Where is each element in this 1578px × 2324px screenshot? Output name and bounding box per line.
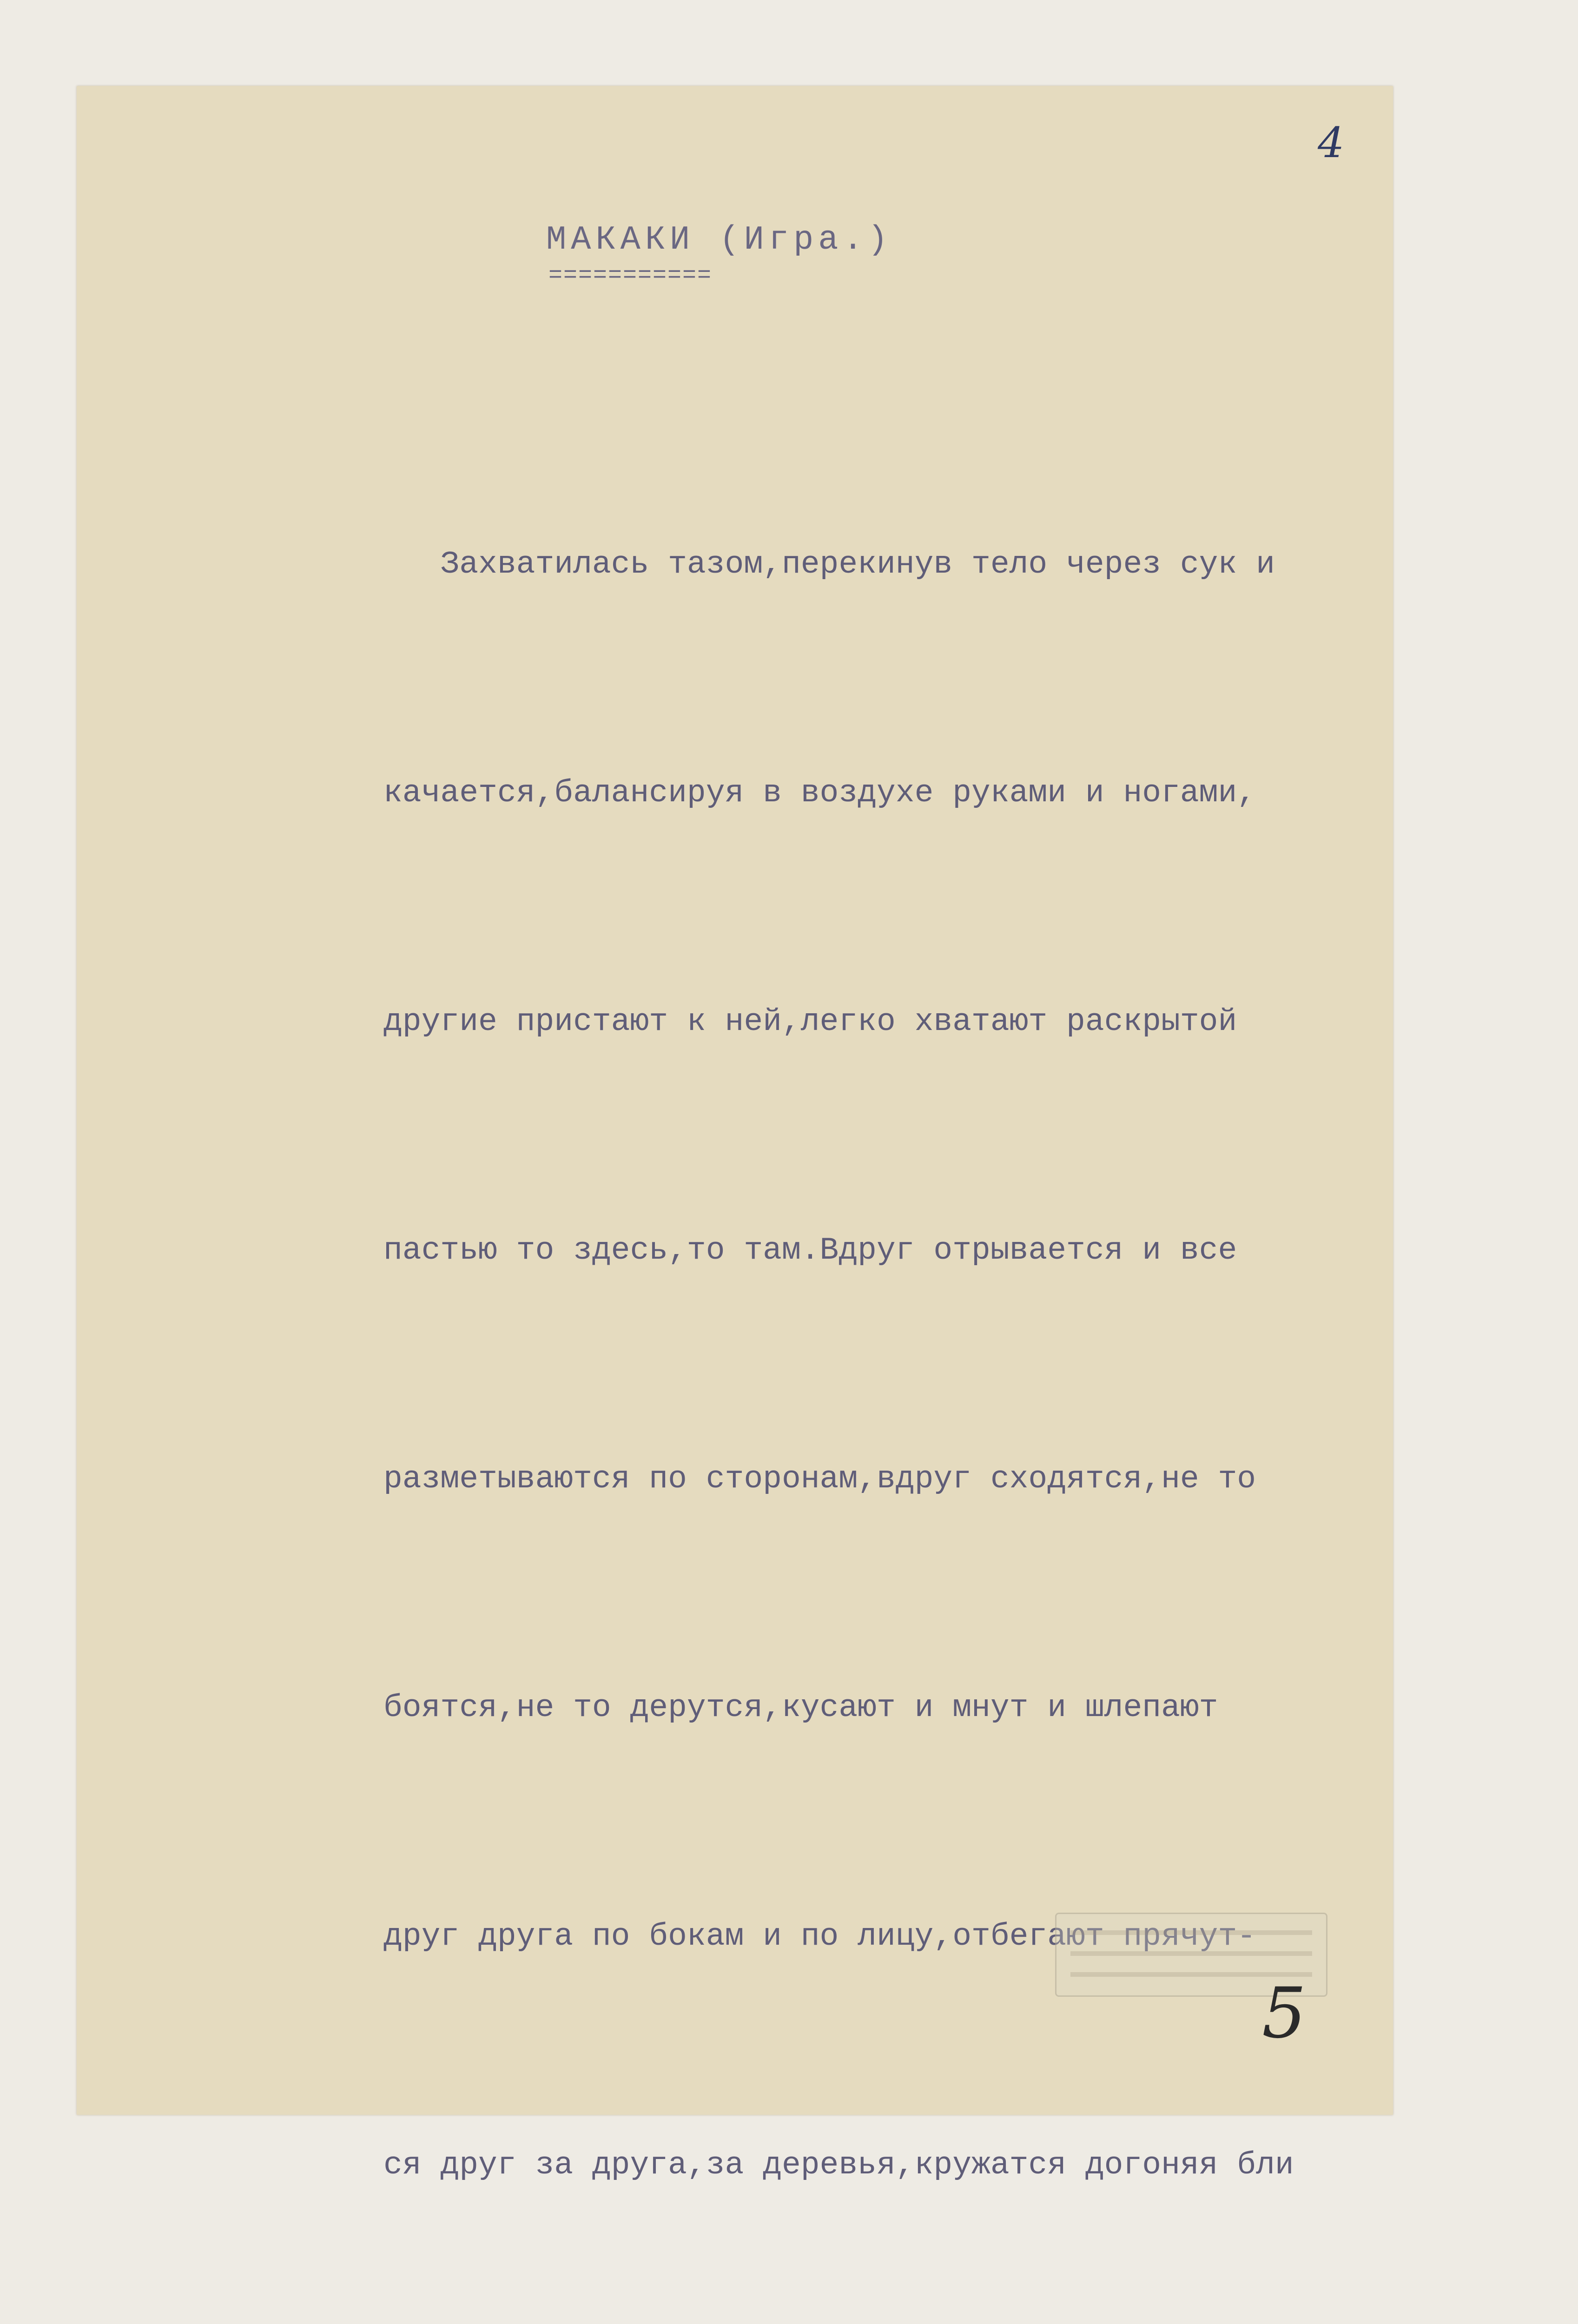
text-line: пастью то здесь,то там.Вдруг отрывается и все <box>383 1233 1237 1268</box>
page-number-top: 4 <box>1318 119 1345 167</box>
text-line: качается,балансируя в воздухе руками и ногами, <box>383 775 1256 811</box>
text-line: Захватилась тазом,перекинув тело через сук и <box>383 547 1275 582</box>
title-underline: =========== <box>548 263 713 289</box>
text-line: боятся,не то дерутся,кусают и мнут и шлепают <box>383 1690 1218 1726</box>
page-title: МАКАКИ (Игра.) <box>546 221 892 259</box>
text-line: ся друг за друга,за деревья,кружатся догоняя бли <box>383 2147 1294 2183</box>
stamp-mark <box>1070 1930 1312 1935</box>
page-number-bottom: 5 <box>1262 1973 1307 2054</box>
text-line: друг друга по бокам и по лицу,отбегают прячут- <box>383 1919 1256 1954</box>
document-page <box>77 86 1393 2183</box>
body-text <box>383 374 1387 2324</box>
text-line: разметываются по сторонам,вдруг сходятся,не то <box>383 1461 1256 1497</box>
stamp-mark <box>1070 1951 1312 1956</box>
text-line: другие пристают к ней,легко хватают раскрытой <box>383 1004 1237 1040</box>
